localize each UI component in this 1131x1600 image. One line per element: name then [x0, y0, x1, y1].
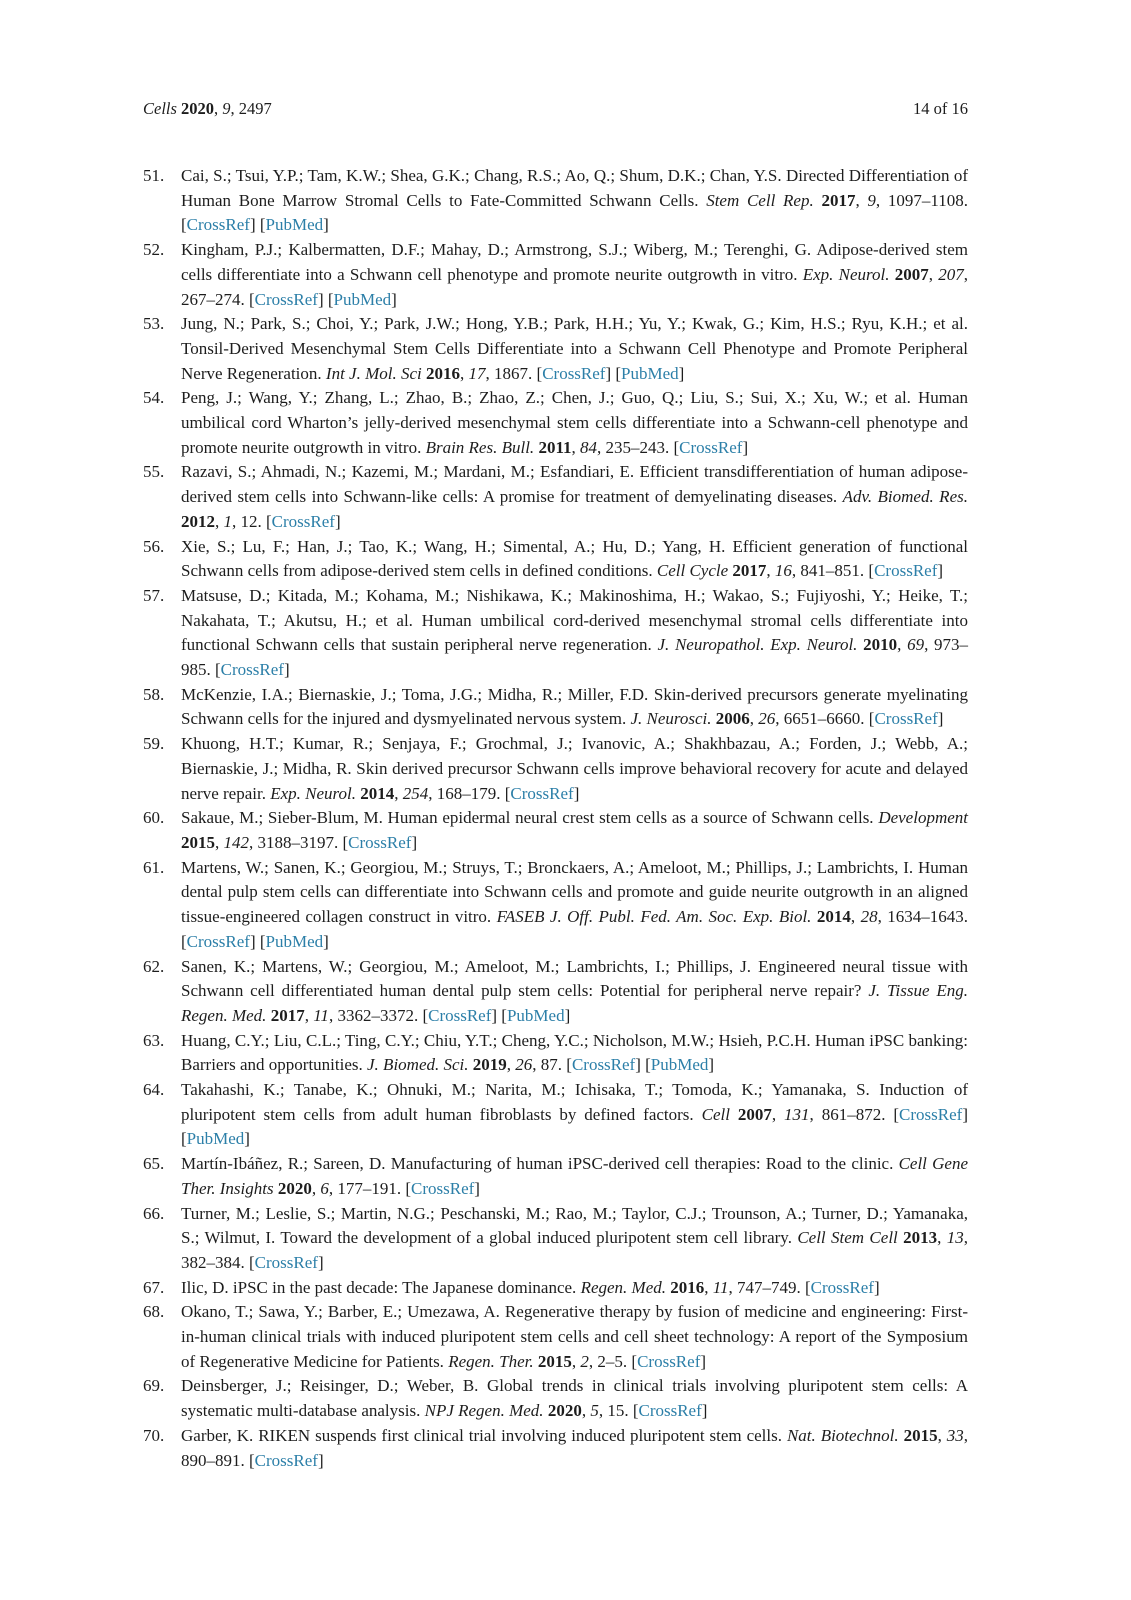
text-run: Turner, M.; Leslie, S.; Martin, N.G.; Peschanski, M.; Rao, M.; Taylor, C.J.; Trounson, A.; Turner, D.; Yamanaka, S.; Wilmut, I. Toward the development of a global induced pluripotent stem cell library. [181, 1203, 968, 1248]
text-run: Matsuse, D.; Kitada, M.; Kohama, M.; Nishikawa, K.; Makinoshima, H.; Wakao, S.; Fujiyoshi, Y.; Heike, T.; Nakahata, T.; Akutsu, H.; et al. Human umbilical cord-derived mesenchymal stromal cells differentiate into functional Schwann cells that sustain peripheral nerve regeneration. [181, 585, 968, 655]
text-run: ] [678, 363, 685, 383]
text-run: , 382–384. [ [181, 1228, 969, 1272]
reference-text [181, 732, 968, 806]
reference-number: 54. [143, 388, 165, 408]
text-run: 2006 [715, 709, 750, 729]
reference-text [181, 1424, 968, 1473]
text-run: , 1634–1643. [ [181, 907, 968, 951]
text-run: ] [317, 1450, 324, 1470]
text-run: ] [244, 1129, 250, 1149]
reference-item [143, 683, 968, 732]
reference-text [181, 1029, 968, 1078]
reference-item [143, 1152, 968, 1201]
text-run: ] [873, 1277, 880, 1297]
reference-number: 64. [143, 1080, 165, 1100]
crossref-link[interactable]: CrossRef [254, 1450, 318, 1470]
text-run: Khuong, H.T.; Kumar, R.; Senjaya, F.; Grochmal, J.; Ivanovic, A.; Shakhbazau, A.; Forden, J.; Webb, A.; Biernaskie, J.; Midha, R. Skin derived precursor Schwann cells improve behavioral recovery for acute and delayed nerve repair. [181, 734, 968, 803]
reference-item [143, 1276, 968, 1301]
text-run: 2011 [538, 437, 572, 457]
reference-item [143, 856, 968, 955]
text-run: Cell Gene Ther. Insights [181, 1154, 968, 1198]
pubmed-link[interactable]: PubMed [506, 1005, 565, 1025]
page-header [143, 98, 968, 120]
text-run: ] [573, 783, 580, 803]
text-run: 131 [784, 1104, 810, 1124]
text-run: Exp. Neurol. [270, 783, 356, 803]
text-run: , [460, 363, 469, 383]
text-run: 16 [774, 561, 792, 581]
text-run: 2013 [903, 1228, 938, 1248]
text-run: 2020 [181, 99, 215, 118]
text-run: ] [317, 1252, 324, 1272]
reference-item [143, 238, 968, 312]
reference-text [181, 1276, 968, 1301]
text-run: ] [ [249, 215, 266, 235]
reference-item [143, 955, 968, 1029]
journal-citation [143, 98, 272, 120]
page-number: 14 of 16 [913, 99, 968, 118]
reference-item [143, 1300, 968, 1374]
reference-text [181, 1078, 968, 1152]
text-run: , 168–179. [ [428, 783, 511, 803]
text-run: ] [ [635, 1055, 651, 1075]
crossref-link[interactable]: CrossRef [874, 561, 938, 581]
crossref-link[interactable]: CrossRef [571, 1055, 636, 1075]
text-run: ] [283, 660, 290, 680]
text-run: Takahashi, K.; Tanabe, K.; Ohnuki, M.; Narita, M.; Ichisaka, T.; Tomoda, K.; Yamanaka, S. Induction of pluripotent stem cells from adult human fibroblasts by defined factors. [181, 1080, 968, 1124]
text-run: 254 [402, 783, 429, 803]
text-run: , [937, 1425, 947, 1445]
text-run: Brain Res. Bull. [425, 437, 535, 457]
text-run: 2 [580, 1351, 589, 1371]
crossref-link[interactable]: CrossRef [186, 931, 250, 951]
crossref-link[interactable]: CrossRef [899, 1104, 963, 1124]
text-run: , 15. [ [598, 1401, 639, 1421]
crossref-link[interactable]: CrossRef [810, 1277, 874, 1297]
reference-number: 61. [143, 857, 165, 877]
text-run: J. Tissue Eng. Regen. Med. [181, 981, 968, 1025]
text-run: Okano, T.; Sawa, Y.; Barber, E.; Umezawa, A. Regenerative therapy by fusion of medicine and engineering: First-in-human clinical trials with induced pluripotent stem cells and cell sheet technology: A report of the Symposium of Regenerative Medicine for Patients. [181, 1302, 968, 1371]
crossref-link[interactable]: CrossRef [220, 660, 284, 680]
text-run: 69 [907, 635, 925, 655]
text-run: , [506, 1055, 516, 1075]
crossref-link[interactable]: CrossRef [679, 437, 743, 457]
text-run: Deinsberger, J.; Reisinger, D.; Weber, B. Global trends in clinical trials involving pluripotent stem cells: A systematic multi-database analysis. [181, 1376, 968, 1421]
text-run: Sanen, K.; Martens, W.; Georgiou, M.; Ameloot, M.; Lambrichts, I.; Phillips, J. Engineered neural tissue with Schwann cell differentiated human dental pulp stem cells: Potential for peripheral nerve repair? [181, 956, 968, 1001]
text-run: Int J. Mol. Sci [325, 363, 422, 383]
reference-item [143, 1078, 968, 1152]
text-run: FASEB J. Off. Publ. Fed. Am. Soc. Exp. Biol. [496, 907, 812, 927]
text-run: 28 [860, 907, 878, 927]
text-run: 1 [223, 511, 232, 531]
text-run: 33 [946, 1425, 964, 1445]
text-run: Adv. Biomed. Res. [842, 487, 968, 507]
text-run: Kingham, P.J.; Kalbermatten, D.F.; Mahay, D.; Armstrong, S.J.; Wiberg, M.; Terenghi, G. Adipose-derived stem cells differentiate into a Schwann cell phenotype and promote neurite outgrowth in vitro. [181, 240, 968, 284]
crossref-link[interactable]: CrossRef [428, 1005, 492, 1025]
reference-text [181, 164, 968, 238]
text-run: 5 [590, 1401, 599, 1421]
text-run: , [749, 709, 759, 729]
crossref-link[interactable]: CrossRef [254, 289, 318, 309]
text-run: Nat. Biotechnol. [786, 1425, 899, 1445]
text-run: ] [474, 1178, 480, 1198]
text-run: , [571, 1351, 581, 1371]
reference-item [143, 1029, 968, 1078]
text-run: ] [ [181, 1104, 968, 1149]
text-run: Peng, J.; Wang, Y.; Zhang, L.; Zhao, B.; Zhao, Z.; Chen, J.; Guo, Q.; Liu, S.; Sui, X.; Xu, W.; et al. Human umbilical cord Wharton’s jelly-derived mesenchymal stem cells differentiate into a Schwann-cell phenotype and promote neurite outgrowth in vitro. [181, 388, 968, 457]
text-run: Exp. Neurol. [802, 264, 890, 284]
reference-number: 55. [143, 462, 165, 482]
text-run: 84 [580, 437, 597, 457]
text-run: , [704, 1277, 713, 1297]
text-run: , [771, 1104, 785, 1124]
text-run: Ilic, D. iPSC in the past decade: The Japanese dominance. [181, 1277, 581, 1297]
reference-text [181, 1300, 968, 1374]
text-run: ] [937, 709, 944, 729]
text-run: , [304, 1005, 314, 1025]
reference-item [143, 312, 968, 386]
text-run: 2020 [547, 1401, 582, 1421]
text-run: 2020 [277, 1178, 312, 1198]
reference-text [181, 386, 968, 460]
text-run: ] [ [317, 289, 334, 309]
text-run: 6 [320, 1178, 329, 1198]
text-run: 26 [515, 1055, 533, 1075]
text-run [730, 1105, 738, 1124]
text-run: 9 [222, 99, 231, 118]
text-run: , 973–985. [ [181, 635, 969, 680]
text-run: 11 [313, 1005, 329, 1025]
crossref-link[interactable]: CrossRef [542, 363, 606, 383]
reference-number: 68. [143, 1302, 165, 1322]
reference-item [143, 386, 968, 460]
pubmed-link[interactable]: PubMed [650, 1055, 709, 1075]
reference-text [181, 955, 968, 1029]
text-run: 13 [946, 1228, 964, 1248]
text-run: , [897, 635, 908, 655]
text-run: , 12. [ [232, 511, 272, 531]
text-run: , [766, 561, 775, 581]
text-run: ] [701, 1401, 708, 1421]
text-run: ] [334, 511, 341, 531]
reference-item [143, 732, 968, 806]
reference-text [181, 1374, 968, 1423]
reference-number: 65. [143, 1154, 165, 1174]
reference-text [181, 238, 968, 312]
pubmed-link[interactable]: PubMed [333, 289, 392, 309]
text-run: , [928, 264, 939, 284]
text-run: 2015 [537, 1351, 572, 1371]
text-run: , 890–891. [ [181, 1425, 969, 1470]
reference-text [181, 1202, 968, 1276]
text-run: Xie, S.; Lu, F.; Han, J.; Tao, K.; Wang, H.; Simental, A.; Hu, D.; Yang, H. Efficient generation of functional Schwann cells from adipose-derived stem cells in defined conditions. [181, 536, 968, 581]
reference-item [143, 164, 968, 238]
text-run: ] [323, 215, 329, 235]
reference-number: 70. [143, 1425, 165, 1445]
reference-item [143, 460, 968, 534]
text-run: 2014 [360, 783, 395, 803]
text-run: , 235–243. [ [597, 437, 680, 457]
text-run: Development [878, 808, 968, 828]
crossref-link[interactable]: CrossRef [411, 1178, 475, 1198]
text-run: , 87. [ [532, 1055, 572, 1075]
text-run: Cai, S.; Tsui, Y.P.; Tam, K.W.; Shea, G.K.; Chang, R.S.; Ao, Q.; Shum, D.K.; Chan, Y.S. Directed Differentiation of Human Bone Marrow Stromal Cells to Fate-Committed Schwann Cells. [181, 166, 968, 210]
text-run: 2017 [270, 1005, 305, 1025]
text-run: 2019 [472, 1055, 507, 1075]
text-run: , [937, 1228, 947, 1248]
text-run: ] [700, 1351, 707, 1371]
text-run: ] [ [491, 1005, 507, 1025]
text-run: Martens, W.; Sanen, K.; Georgiou, M.; Struys, T.; Bronckaers, A.; Ameloot, M.; Phillips, J.; Lambrichts, I. Human dental pulp stem cells can differentiate into Schwann cells and promote and guide neurite outgrowth in an aligned tissue-engineered collagen construct in vitro. [181, 857, 968, 927]
text-run: J. Neurosci. [630, 709, 712, 729]
reference-number: 67. [143, 1277, 165, 1297]
text-run: 2017 [821, 190, 856, 210]
reference-item [143, 1202, 968, 1276]
crossref-link[interactable]: CrossRef [638, 1401, 702, 1421]
text-run: Cells [143, 99, 177, 118]
text-run: 11 [712, 1277, 729, 1297]
reference-number: 58. [143, 684, 165, 704]
text-run: ] [937, 561, 944, 581]
pubmed-link[interactable]: PubMed [621, 363, 679, 383]
text-run: 2007 [894, 264, 929, 284]
reference-item [143, 806, 968, 855]
text-run: 2016 [670, 1277, 705, 1297]
reference-number: 69. [143, 1376, 165, 1396]
text-run: , 3188–3197. [ [249, 832, 349, 852]
text-run: NPJ Regen. Med. [424, 1401, 544, 1421]
reference-number: 66. [143, 1203, 165, 1223]
text-run: Sakaue, M.; Sieber-Blum, M. Human epidermal neural crest stem cells as a source of Schwann cells. [181, 808, 879, 828]
text-run: Razavi, S.; Ahmadi, N.; Kazemi, M.; Mardani, M.; Esfandiari, E. Efficient transdifferentiation of human adipose-derived stem cells into Schwann-like cells: A promise for treatment of demyelinating diseases. [181, 462, 968, 507]
text-run: 142 [223, 832, 249, 852]
crossref-link[interactable]: CrossRef [348, 832, 412, 852]
text-run: Cell Stem Cell [797, 1228, 898, 1248]
reference-text [181, 1152, 968, 1201]
text-run: 2007 [737, 1104, 772, 1124]
text-run: , 1867. [ [485, 363, 543, 383]
text-run: , 861–872. [ [809, 1104, 900, 1124]
text-run: , 177–191. [ [328, 1178, 411, 1198]
text-run: ] [391, 289, 397, 309]
reference-number: 57. [143, 585, 165, 605]
text-run: , 1097–1108. [ [181, 190, 969, 235]
text-run: Garber, K. RIKEN suspends first clinical trial involving induced pluripotent stem cells. [181, 1425, 787, 1445]
text-run: 9 [867, 190, 876, 210]
text-run: , [311, 1178, 321, 1198]
reference-number: 56. [143, 536, 165, 556]
reference-item [143, 584, 968, 683]
text-run: J. Biomed. Sci. [367, 1055, 469, 1075]
text-run: , [394, 783, 403, 803]
text-run: 2015 [181, 832, 215, 852]
reference-item [143, 535, 968, 584]
text-run: , [214, 99, 223, 118]
text-run: ] [708, 1055, 715, 1075]
reference-number: 62. [143, 956, 165, 976]
text-run: 2014 [816, 907, 851, 927]
text-run: , 267–274. [ [181, 264, 969, 309]
text-run: ] [ [249, 931, 266, 951]
text-run: , [581, 1401, 591, 1421]
pubmed-link[interactable]: PubMed [265, 215, 324, 235]
text-run: 207 [938, 264, 964, 284]
reference-text [181, 312, 968, 386]
text-run: 26 [758, 709, 776, 729]
crossref-link[interactable]: CrossRef [186, 215, 250, 235]
text-run: Martín-Ibáñez, R.; Sareen, D. Manufacturing of human iPSC-derived cell therapies: Road to the clinic. [181, 1154, 899, 1174]
pubmed-link[interactable]: PubMed [265, 931, 324, 951]
reference-number: 59. [143, 734, 165, 754]
text-run: ] [564, 1005, 571, 1025]
text-run: Stem Cell Rep. [706, 190, 814, 210]
text-run: ] [742, 437, 749, 457]
reference-number: 51. [143, 166, 165, 185]
reference-number: 53. [143, 314, 165, 334]
text-run: , [215, 832, 224, 852]
text-run: 17 [468, 363, 486, 383]
text-run: J. Neuropathol. Exp. Neurol. [657, 635, 858, 655]
reference-list [143, 164, 968, 1473]
text-run: , [855, 190, 868, 210]
text-run: , 3362–3372. [ [328, 1005, 429, 1025]
crossref-link[interactable]: CrossRef [637, 1351, 701, 1371]
reference-number: 60. [143, 808, 165, 828]
text-run: Regen. Med. [580, 1277, 666, 1297]
text-run: 2017 [732, 561, 767, 581]
reference-text [181, 460, 968, 534]
reference-number: 63. [143, 1030, 165, 1050]
text-run: , 747–749. [ [728, 1277, 811, 1297]
text-run: 2015 [903, 1425, 938, 1445]
text-run: Cell Cycle [656, 561, 729, 581]
text-run: 2012 [181, 511, 215, 531]
reference-item [143, 1374, 968, 1423]
reference-item [143, 1424, 968, 1473]
reference-text [181, 535, 968, 584]
text-run: , [215, 511, 224, 531]
reference-number: 52. [143, 240, 165, 260]
text-run: Cell [701, 1104, 730, 1124]
crossref-link[interactable]: CrossRef [271, 511, 335, 531]
crossref-link[interactable]: CrossRef [510, 783, 574, 803]
text-run: , 2–5. [ [588, 1351, 638, 1371]
text-run: , 6651–6660. [ [775, 709, 875, 729]
text-run: 2016 [426, 363, 461, 383]
crossref-link[interactable]: CrossRef [254, 1252, 318, 1272]
text-run: , 2497 [230, 99, 272, 118]
reference-text [181, 806, 968, 855]
text-run: Regen. Ther. [448, 1351, 534, 1371]
text-run: , 841–851. [ [791, 561, 875, 581]
reference-text [181, 683, 968, 732]
text-run: ] [ [605, 363, 622, 383]
reference-text [181, 584, 968, 683]
text-run: Huang, C.Y.; Liu, C.L.; Ting, C.Y.; Chiu, Y.T.; Cheng, Y.C.; Nicholson, M.W.; Hsieh, P.C.H. Human iPSC banking: Barriers and opportunities. [181, 1030, 968, 1075]
reference-text [181, 856, 968, 955]
text-run: Jung, N.; Park, S.; Choi, Y.; Park, J.W.; Hong, Y.B.; Park, H.H.; Yu, Y.; Kwak, G.; Kim, H.S.; Ryu, K.H.; et al. Tonsil-Derived Mesenchymal Stem Cells Differentiate into a Schwann Cell Phenotype and Promote Peripheral Nerve Regeneration. [181, 314, 968, 383]
text-run: 2010 [863, 635, 898, 655]
text-run: ] [411, 832, 418, 852]
text-run: McKenzie, I.A.; Biernaskie, J.; Toma, J.G.; Midha, R.; Miller, F.D. Skin-derived precursors generate myelinating Schwann cells for the injured and dysmyelinated nervous system. [181, 684, 968, 729]
pubmed-link[interactable]: PubMed [186, 1129, 245, 1149]
text-run: ] [323, 931, 329, 951]
text-run: , [571, 437, 580, 457]
crossref-link[interactable]: CrossRef [874, 709, 938, 729]
text-run: , [850, 907, 861, 927]
